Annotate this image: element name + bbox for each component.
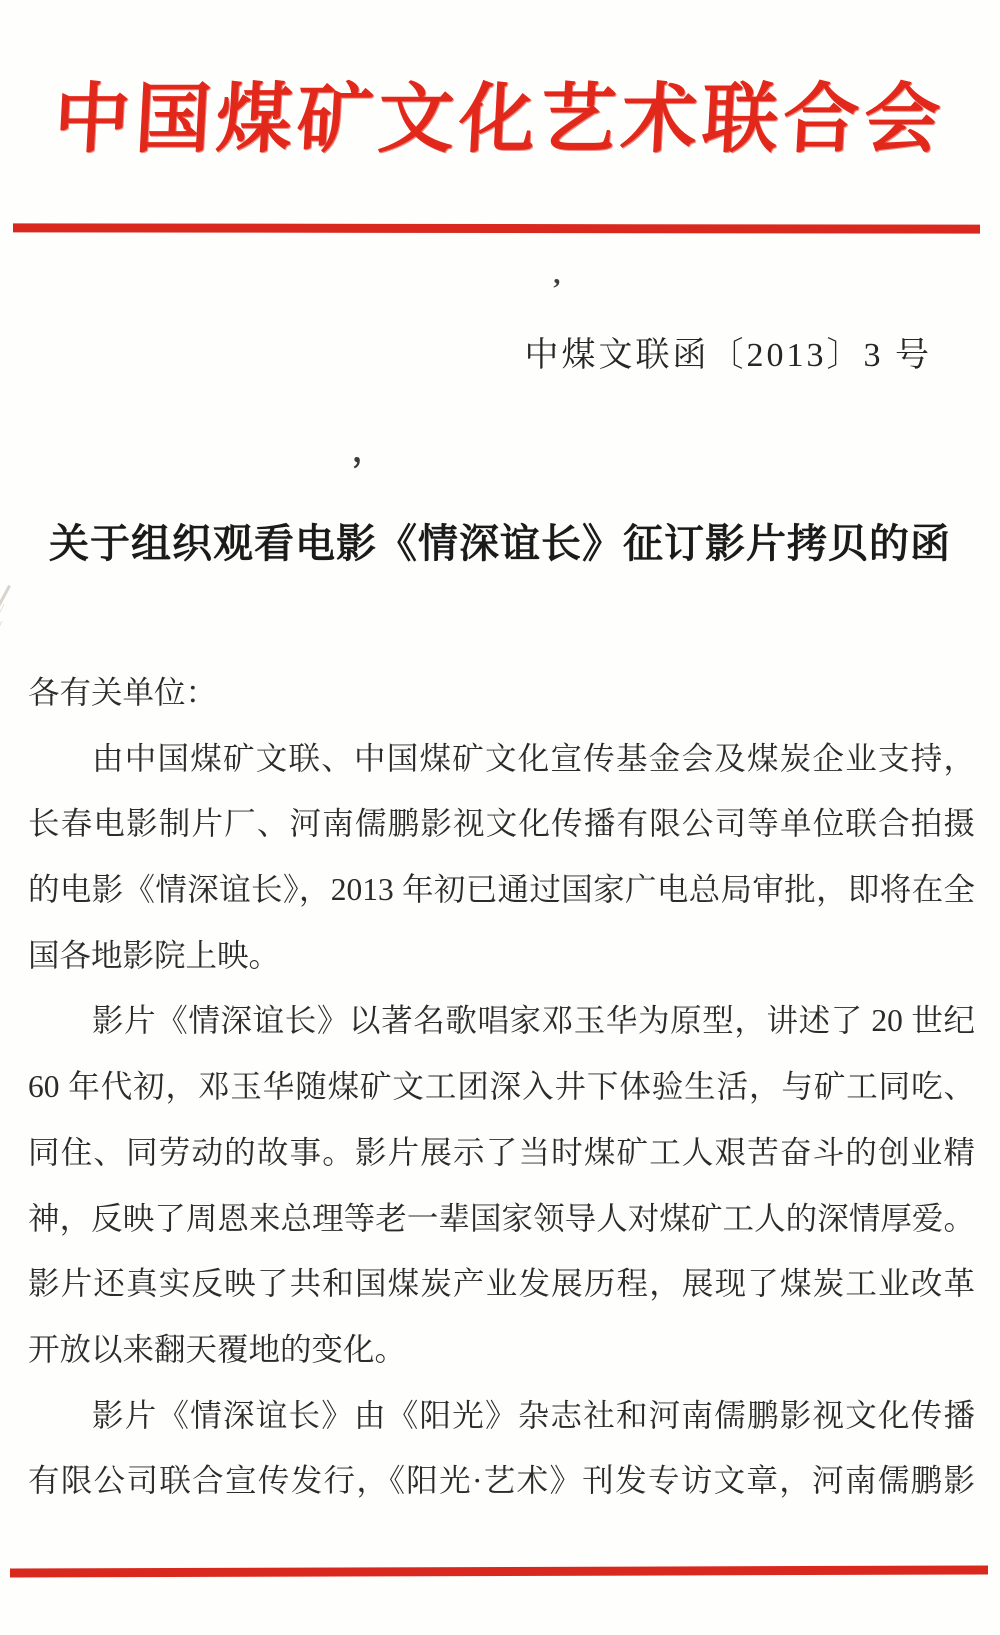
body-line: 长春电影制片厂、河南儒鹏影视文化传播有限公司等单位联合拍摄 (28, 806, 975, 842)
body-line: 影片《情深谊长》以著名歌唱家邓玉华为原型，讲述了 20 世纪 (92, 1003, 975, 1039)
red-divider-bottom (10, 1565, 988, 1577)
doc-number: 中煤文联函〔2013〕3 号 (524, 337, 932, 374)
body-line: 同住、同劳动的故事。影片展示了当时煤矿工人艰苦奋斗的创业精 (28, 1134, 975, 1170)
body-line: 影片还真实反映了共和国煤炭产业发展历程，展现了煤炭工业改革 (28, 1266, 975, 1302)
body-line: 开放以来翻天覆地的变化。 (28, 1331, 407, 1367)
body-line: 国各地影院上映。 (28, 937, 281, 973)
document-body (28, 660, 975, 1514)
scan-artifact-apostrophe: ’ (552, 274, 562, 305)
body-line: 各有关单位： (28, 675, 218, 710)
body-line: 60 年代初，邓玉华随煤矿文工团深入井下体验生活，与矿工同吃、 (28, 1069, 975, 1105)
red-divider-top (13, 223, 980, 233)
scan-artifact-smudge (0, 585, 11, 609)
body-line: 影片《情深谊长》由《阳光》杂志社和河南儒鹏影视文化传播 (92, 1397, 975, 1433)
body-line: 有限公司联合宣传发行，《阳光·艺术》刊发专访文章，河南儒鹏影 (28, 1463, 975, 1499)
document-title: 关于组织观看电影《情深谊长》征订影片拷贝的函 (49, 521, 951, 566)
scan-artifact-comma: ， (352, 432, 385, 468)
body-line: 的电影《情深谊长》，2013 年初已通过国家广电总局审批，即将在全 (28, 872, 975, 908)
body-line: 由中国煤矿文联、中国煤矿文化宣传基金会及煤炭企业支持， (92, 740, 975, 776)
body-line: 神，反映了周恩来总理等老一辈国家领导人对煤矿工人的深情厚爱。 (28, 1200, 975, 1236)
letterhead-calligraphy: 中国煤矿文化艺术联合会 (51, 78, 948, 162)
